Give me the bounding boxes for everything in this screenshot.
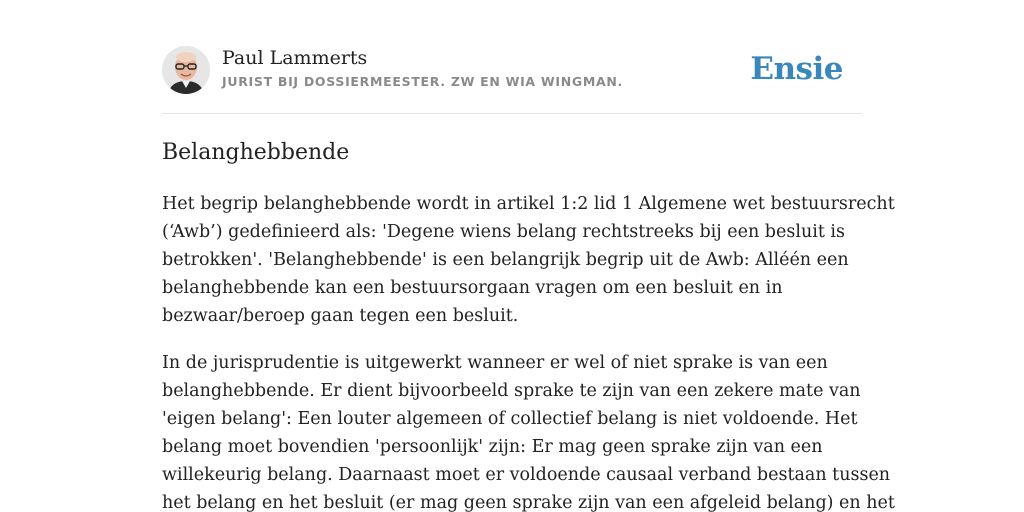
author-name[interactable]: Paul Lammerts — [222, 47, 368, 69]
author-bio: JURIST BIJ DOSSIERMEESTER. ZW EN WIA WINGMAN. — [222, 74, 623, 89]
author-avatar[interactable] — [162, 46, 210, 94]
ensie-logo[interactable]: Ensie — [750, 51, 843, 87]
article-body — [162, 190, 895, 512]
paragraph-line: In de jurisprudentie is uitgewerkt wanneer er wel of niet sprake is van een — [162, 353, 828, 373]
paragraph-line: bezwaar/beroep gaan tegen een besluit. — [162, 306, 519, 326]
paragraph-line: belang moet bovendien 'persoonlijk' zijn: Er mag geen sprake zijn van een — [162, 437, 823, 457]
paragraph-line: belanghebbende. Er dient bijvoorbeeld sprake te zijn van een zekere mate van — [162, 381, 861, 401]
paragraph-line: het belang en het besluit (er mag geen sprake zijn van een afgeleid belang) en het — [162, 493, 895, 512]
avatar-portrait-image — [162, 46, 210, 94]
article-container — [162, 0, 895, 512]
paragraph-line: betrokken'. 'Belanghebbende' is een belangrijk begrip uit de Awb: Alléén een — [162, 250, 849, 270]
author-header — [162, 0, 862, 114]
paragraph-line: 'eigen belang': Een louter algemeen of collectief belang is niet voldoende. Het — [162, 409, 858, 429]
article-title: Belanghebbende — [162, 140, 350, 165]
paragraph-line: Het begrip belanghebbende wordt in artikel 1:2 lid 1 Algemene wet bestuursrecht — [162, 194, 895, 214]
paragraph-1 — [162, 190, 895, 330]
paragraph-line: belanghebbende kan een bestuursorgaan vragen om een besluit en in — [162, 278, 783, 298]
paragraph-2 — [162, 349, 895, 512]
paragraph-line: willekeurig belang. Daarnaast moet er voldoende causaal verband bestaan tussen — [162, 465, 891, 485]
paragraph-line: (‘Awb’) gedefinieerd als: 'Degene wiens belang rechtstreeks bij een besluit is — [162, 222, 845, 242]
